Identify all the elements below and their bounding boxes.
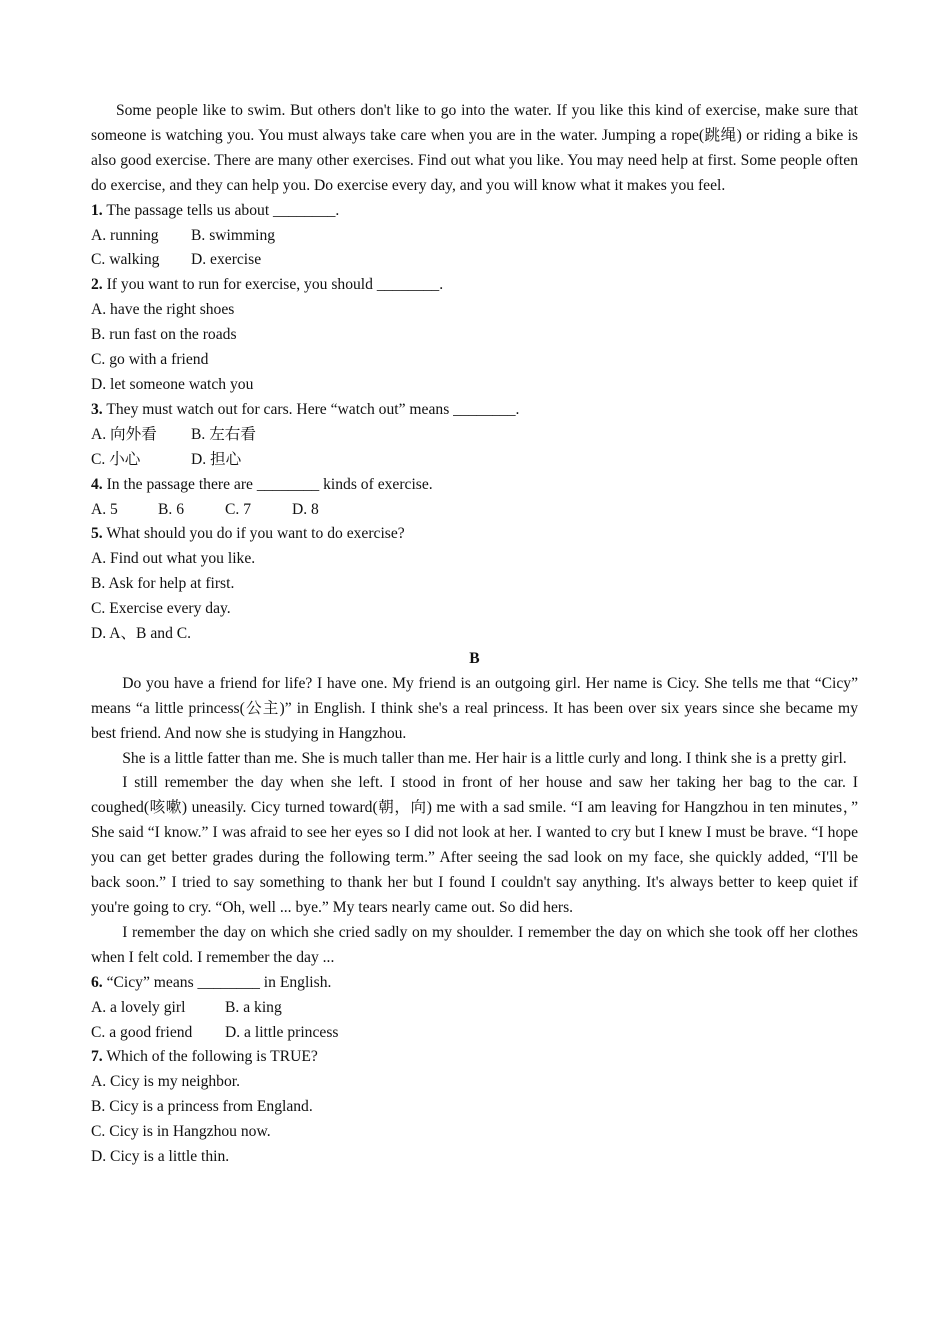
option-row xyxy=(91,547,858,572)
question-6 xyxy=(91,971,858,996)
option: A. Find out what you like. xyxy=(91,550,256,568)
question-number: 2. xyxy=(91,276,103,294)
option-row xyxy=(91,348,858,373)
document-page xyxy=(91,99,858,1170)
passage-b-paragraph-3: I still remember the day when she left. I stood in front of her house and saw her taking her bag to the car. I coughed(咳嗽) uneasily. Cicy turned toward(朝，向) me with a sad smile. “I am leaving for Hangzhou in ten minutes，” She said “I know.” I was afraid to see her eyes so I did not look at her. I wanted to cry but I knew I must be brave. “I hope you can get better grades during the following term.” After seeing the sad look on my face, she quickly added, “I'll be back soon.” I tried to say something to thank her but I found I couldn't say anything. It's always better to keep quiet if you're going to cry. “Oh, well ... bye.” My tears nearly came out. So did hers. xyxy=(91,774,858,916)
option: B. Ask for help at first. xyxy=(91,575,235,593)
option-row xyxy=(91,996,858,1021)
question-text: Which of the following is TRUE? xyxy=(106,1048,318,1066)
option-row xyxy=(91,572,858,597)
question-number: 5. xyxy=(91,525,103,543)
question-text: What should you do if you want to do exercise? xyxy=(106,525,405,543)
option: B. a king xyxy=(225,998,282,1016)
question-2 xyxy=(91,273,858,298)
option: D. 8 xyxy=(292,500,319,518)
option: A. a lovely girl xyxy=(91,998,186,1016)
option: D. let someone watch you xyxy=(91,375,254,393)
option-row xyxy=(91,1070,858,1095)
question-number: 7. xyxy=(91,1048,103,1066)
option: A. 5 xyxy=(91,500,118,518)
option: A. Cicy is my neighbor. xyxy=(91,1073,241,1091)
option: D. a little princess xyxy=(225,1023,339,1041)
option: B. swimming xyxy=(191,226,276,244)
passage-a-paragraph: Some people like to swim. But others don't like to go into the water. If you like this kind of exercise, make sure that someone is watching you. You must always take care when you are in the water. Jumping a rope(跳绳) or riding a bike is also good exercise. There are many other exercises. Find out what you like. You may need help at first. Some people often do exercise, and they can help you. Do exercise every day, and you will know what it makes you feel. xyxy=(91,102,858,194)
question-1 xyxy=(91,199,858,224)
question-5 xyxy=(91,522,858,547)
question-text: If you want to run for exercise, you should ________. xyxy=(106,276,444,294)
option: A. 向外看 xyxy=(91,425,157,443)
question-text: The passage tells us about ________. xyxy=(106,201,340,219)
option-row xyxy=(91,1120,858,1145)
option-row xyxy=(91,323,858,348)
question-3 xyxy=(91,398,858,423)
option: D. A、B and C. xyxy=(91,625,192,643)
option-row xyxy=(91,622,858,647)
question-7 xyxy=(91,1045,858,1070)
option: B. 左右看 xyxy=(191,425,256,443)
option-row xyxy=(91,498,858,523)
option: A. have the right shoes xyxy=(91,301,235,319)
option-row xyxy=(91,1145,858,1170)
option-row xyxy=(91,597,858,622)
option-row xyxy=(91,298,858,323)
option: C. 小心 xyxy=(91,450,141,468)
option: C. go with a friend xyxy=(91,351,209,369)
section-title: B xyxy=(469,649,480,667)
question-4 xyxy=(91,473,858,498)
question-text: In the passage there are ________ kinds of exercise. xyxy=(106,475,433,493)
option-row xyxy=(91,423,858,448)
option: C. Cicy is in Hangzhou now. xyxy=(91,1123,271,1141)
option-row xyxy=(91,248,858,273)
option: B. 6 xyxy=(158,500,184,518)
passage-b-paragraph-4: I remember the day on which she cried sadly on my shoulder. I remember the day on which she took off her clothes when I felt cold. I remember the day ... xyxy=(91,923,858,966)
question-number: 6. xyxy=(91,973,103,991)
passage-b-paragraph-2: She is a little fatter than me. She is much taller than me. Her hair is a little curly and long. I think she is a pretty girl. xyxy=(122,749,847,767)
question-text: They must watch out for cars. Here “watch out” means ________. xyxy=(106,400,520,418)
question-number: 1. xyxy=(91,201,103,219)
option-row xyxy=(91,448,858,473)
option-row xyxy=(91,1021,858,1046)
option: C. walking xyxy=(91,251,160,269)
option: D. exercise xyxy=(191,251,262,269)
option: D. Cicy is a little thin. xyxy=(91,1148,230,1166)
option: C. a good friend xyxy=(91,1023,193,1041)
option: D. 担心 xyxy=(191,450,242,468)
option-row xyxy=(91,1095,858,1120)
question-text: “Cicy” means ________ in English. xyxy=(106,973,332,991)
option: B. Cicy is a princess from England. xyxy=(91,1098,313,1116)
option: B. run fast on the roads xyxy=(91,326,237,344)
question-number: 4. xyxy=(91,475,103,493)
option: A. running xyxy=(91,226,159,244)
option: C. 7 xyxy=(225,500,251,518)
question-number: 3. xyxy=(91,400,103,418)
option-row xyxy=(91,373,858,398)
option: C. Exercise every day. xyxy=(91,600,231,618)
passage-b-paragraph-1: Do you have a friend for life? I have one. My friend is an outgoing girl. Her name is Cicy. She tells me that “Cicy” means “a little princess(公主)” in English. I think she's a real princess. It has been over six years since she became my best friend. And now she is studying in Hangzhou. xyxy=(91,674,858,742)
option-row xyxy=(91,224,858,249)
